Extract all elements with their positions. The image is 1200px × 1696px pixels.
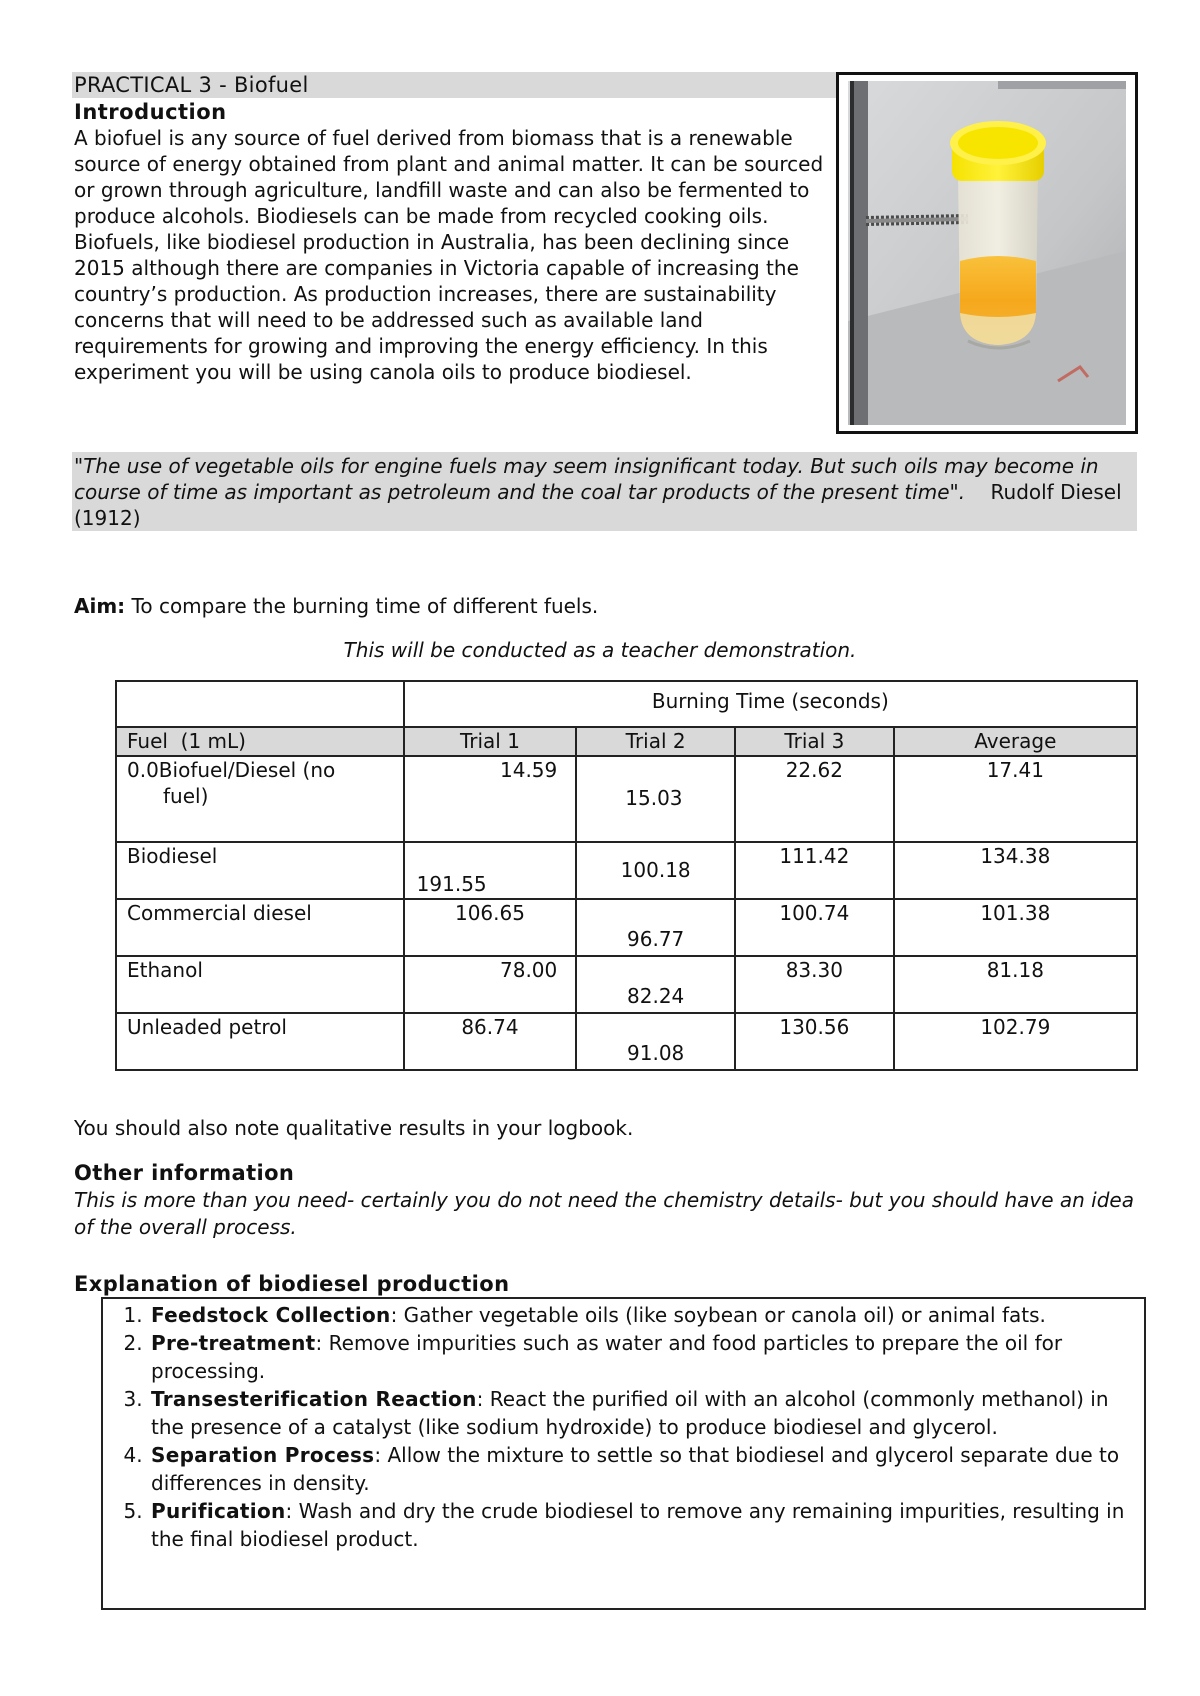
column-header-average: Average bbox=[894, 727, 1137, 756]
trial-1-cell: 14.59 bbox=[404, 756, 577, 842]
column-header-fuel: Fuel (1 mL) bbox=[116, 727, 404, 756]
step-text: : Wash and dry the crude biodiesel to remove any remaining impurities, resulting in the final biodiesel product. bbox=[151, 1499, 1125, 1551]
table-group-header-row bbox=[116, 681, 1137, 727]
explanation-heading: Explanation of biodiesel production bbox=[74, 1272, 510, 1296]
average-cell: 102.79 bbox=[894, 1013, 1137, 1070]
fuel-cell: Ethanol bbox=[116, 956, 404, 1013]
other-information-text: This is more than you need- certainly you do not need the chemistry details- but you should have an idea of the overall process. bbox=[74, 1188, 1134, 1239]
introduction-text: A biofuel is any source of fuel derived from biomass that is a renewable source of energy obtained from plant and animal matter. It can be sourced or grown through agriculture, landfill waste and can also be fermented to produce alcohols. Biodiesels can be made from recycled cooking oils. Biofuels, like biodiesel production in Australia, has been declining since 2015 although there are companies in Victoria capable of increasing the country’s production. As production increases, there are sustainability concerns that will need to be addressed such as available land requirements for growing and improving the energy efficiency. In this experiment you will be using canola oils to produce biodiesel. bbox=[74, 126, 824, 384]
demonstration-note: This will be conducted as a teacher demonstration. bbox=[343, 638, 857, 662]
fuel-cell: Commercial diesel bbox=[116, 899, 404, 956]
trial-1-cell: 86.74 bbox=[404, 1013, 577, 1070]
step-text: : React the purified oil with an alcohol (commonly methanol) in the presence of a catalyst (like sodium hydroxide) to produce biodiesel and glycerol. bbox=[151, 1387, 1109, 1439]
qualitative-results-note: You should also note qualitative results in your logbook. bbox=[74, 1116, 634, 1140]
column-header-trial-2: Trial 2 bbox=[576, 727, 735, 756]
table-row bbox=[116, 899, 1137, 956]
list-item bbox=[149, 1329, 1128, 1385]
step-text: : Allow the mixture to settle so that biodiesel and glycerol separate due to differences in density. bbox=[151, 1443, 1120, 1495]
list-item bbox=[149, 1385, 1128, 1441]
average-cell: 81.18 bbox=[894, 956, 1137, 1013]
trial-1-cell: 106.65 bbox=[404, 899, 577, 956]
column-header-trial-3: Trial 3 bbox=[735, 727, 894, 756]
table-header-row bbox=[116, 727, 1137, 756]
trial-2-cell: 82.24 bbox=[576, 956, 735, 1013]
list-item bbox=[149, 1497, 1128, 1553]
table-row bbox=[116, 956, 1137, 1013]
average-cell: 101.38 bbox=[894, 899, 1137, 956]
step-title: Separation Process bbox=[151, 1443, 375, 1467]
trial-3-cell: 130.56 bbox=[735, 1013, 894, 1070]
list-item bbox=[149, 1301, 1128, 1329]
fuel-cell: Biodiesel bbox=[116, 842, 404, 899]
production-steps-box bbox=[101, 1297, 1146, 1610]
production-steps-list bbox=[103, 1299, 1144, 1553]
aim-statement bbox=[74, 593, 598, 619]
list-item bbox=[149, 1441, 1128, 1497]
diesel-quote bbox=[72, 452, 1137, 531]
burning-time-table bbox=[115, 680, 1138, 1071]
photo-image bbox=[848, 81, 1126, 425]
average-cell: 17.41 bbox=[894, 756, 1137, 842]
step-title: Purification bbox=[151, 1499, 286, 1523]
trial-2-cell: 15.03 bbox=[576, 756, 735, 842]
step-text: : Gather vegetable oils (like soybean or canola oil) or animal fats. bbox=[390, 1303, 1046, 1327]
table-row bbox=[116, 1013, 1137, 1070]
fuel-cell: 0.0Biofuel/Diesel (no fuel) bbox=[116, 756, 404, 842]
step-title: Transesterification Reaction bbox=[151, 1387, 477, 1411]
aim-label: Aim: bbox=[74, 594, 126, 618]
fuel-cell: Unleaded petrol bbox=[116, 1013, 404, 1070]
group-header: Burning Time (seconds) bbox=[404, 681, 1137, 727]
trial-3-cell: 100.74 bbox=[735, 899, 894, 956]
sample-jar-illustration bbox=[848, 81, 1126, 425]
trial-3-cell: 111.42 bbox=[735, 842, 894, 899]
table-corner-cell bbox=[116, 681, 404, 727]
trial-1-cell: 191.55 bbox=[404, 842, 577, 899]
trial-2-cell: 96.77 bbox=[576, 899, 735, 956]
trial-2-cell: 91.08 bbox=[576, 1013, 735, 1070]
column-header-trial-1: Trial 1 bbox=[404, 727, 577, 756]
page-title: PRACTICAL 3 - Biofuel bbox=[72, 72, 844, 98]
table-row bbox=[116, 842, 1137, 899]
step-text: : Remove impurities such as water and food particles to prepare the oil for processing. bbox=[151, 1331, 1063, 1383]
trial-3-cell: 83.30 bbox=[735, 956, 894, 1013]
trial-1-cell: 78.00 bbox=[404, 956, 577, 1013]
other-information-heading: Other information bbox=[74, 1161, 295, 1185]
step-title: Feedstock Collection bbox=[151, 1303, 391, 1327]
trial-2-cell: 100.18 bbox=[576, 842, 735, 899]
biodiesel-sample-photo bbox=[836, 72, 1138, 434]
trial-3-cell: 22.62 bbox=[735, 756, 894, 842]
aim-text: To compare the burning time of different fuels. bbox=[131, 594, 599, 618]
average-cell: 134.38 bbox=[894, 842, 1137, 899]
table-row bbox=[116, 756, 1137, 842]
introduction-heading: Introduction bbox=[74, 100, 227, 124]
quote-text: "The use of vegetable oils for engine fuels may seem insignificant today. But such oils may become in course of time as important as petroleum and the coal tar products of the present time". bbox=[74, 454, 1099, 504]
step-title: Pre-treatment bbox=[151, 1331, 316, 1355]
quote-attribution: Rudolf Diesel (1912) bbox=[74, 480, 1122, 530]
